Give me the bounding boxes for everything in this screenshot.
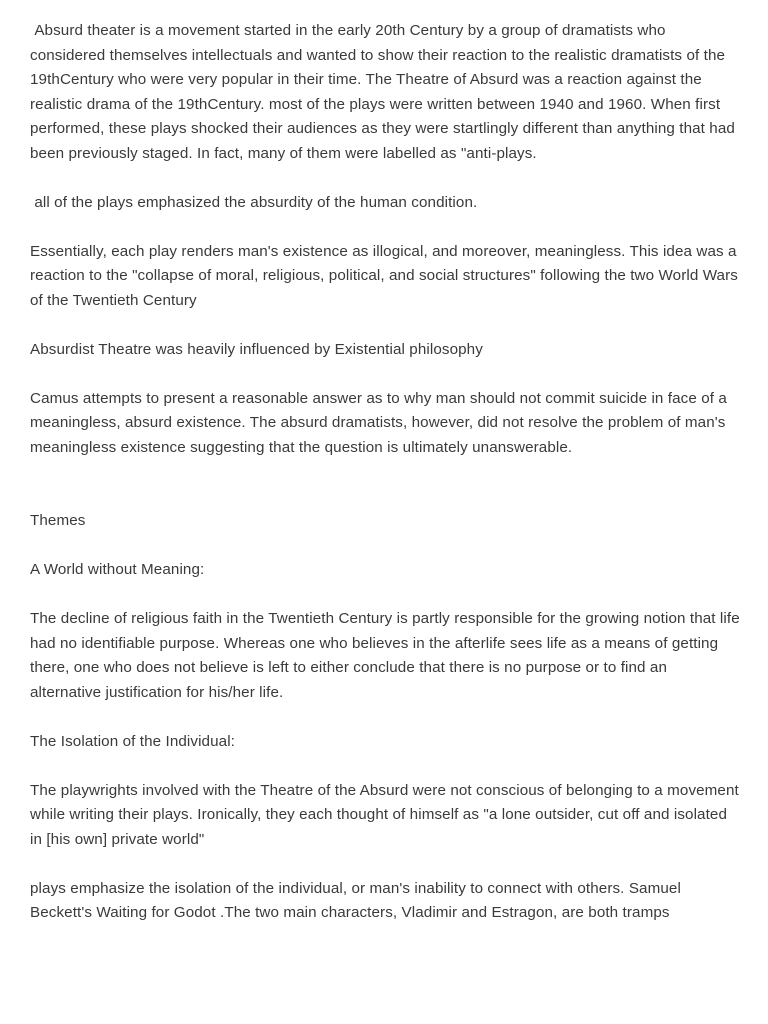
subheading-isolation: The Isolation of the Individual:: [30, 732, 235, 750]
paragraph-isolation-individual: plays emphasize the isolation of the individual, or man's inability to connect with others. Samuel Beckett's Waiting for Godot .The two main characters, Vladimir and Estragon, are both tramps: [30, 879, 686, 921]
paragraph-absurdity: all of the plays emphasized the absurdity of the human condition.: [30, 193, 478, 211]
paragraph-existential: Absurdist Theatre was heavily influenced by Existential philosophy: [30, 340, 483, 358]
paragraph-camus: Camus attempts to present a reasonable answer as to why man should not commit suicide in face of a meaningless, absurd existence. The absurd dramatists, however, did not resolve the problem of man's meaningless existence suggesting that the question is ultimately unanswerable.: [30, 389, 732, 456]
paragraph-existence: Essentially, each play renders man's existence as illogical, and moreover, meaningless. This idea was a reaction to the "collapse of moral, religious, political, and social structures" following the two World Wars of the Twentieth Century: [30, 242, 743, 309]
paragraph-religious-faith: The decline of religious faith in the Twentieth Century is partly responsible for the growing notion that life had no identifiable purpose. Whereas one who believes in the afterlife sees life as a means of getting there, one who does not believe is left to either conclude that there is no purpose or to find an alternative justification for his/her life.: [30, 610, 745, 701]
subheading-world-without-meaning: A World without Meaning:: [30, 561, 205, 578]
paragraph-playwrights: The playwrights involved with the Theatre of the Absurd were not conscious of belonging to a movement while writing their plays. Ironically, they each thought of himself as "a lone outsider, cut off and isolated in [his own] private world": [30, 781, 744, 848]
paragraph-intro: Absurd theater is a movement started in the early 20th Century by a group of dramatists who considered themselves intellectuals and wanted to show their reaction to the realistic dramatists of the 19thCentury who were very popular in their time. The Theatre of Absurd was a reaction against the realistic drama of the 19thCentury. most of the plays were written between 1940 and 1960. When first performed, these plays shocked their audiences as they were startlingly different than anything that had been previously staged. In fact, many of them were labelled as "anti-plays.: [30, 22, 740, 162]
document-body: [30, 19, 745, 950]
section-heading-themes: Themes: [30, 512, 86, 529]
